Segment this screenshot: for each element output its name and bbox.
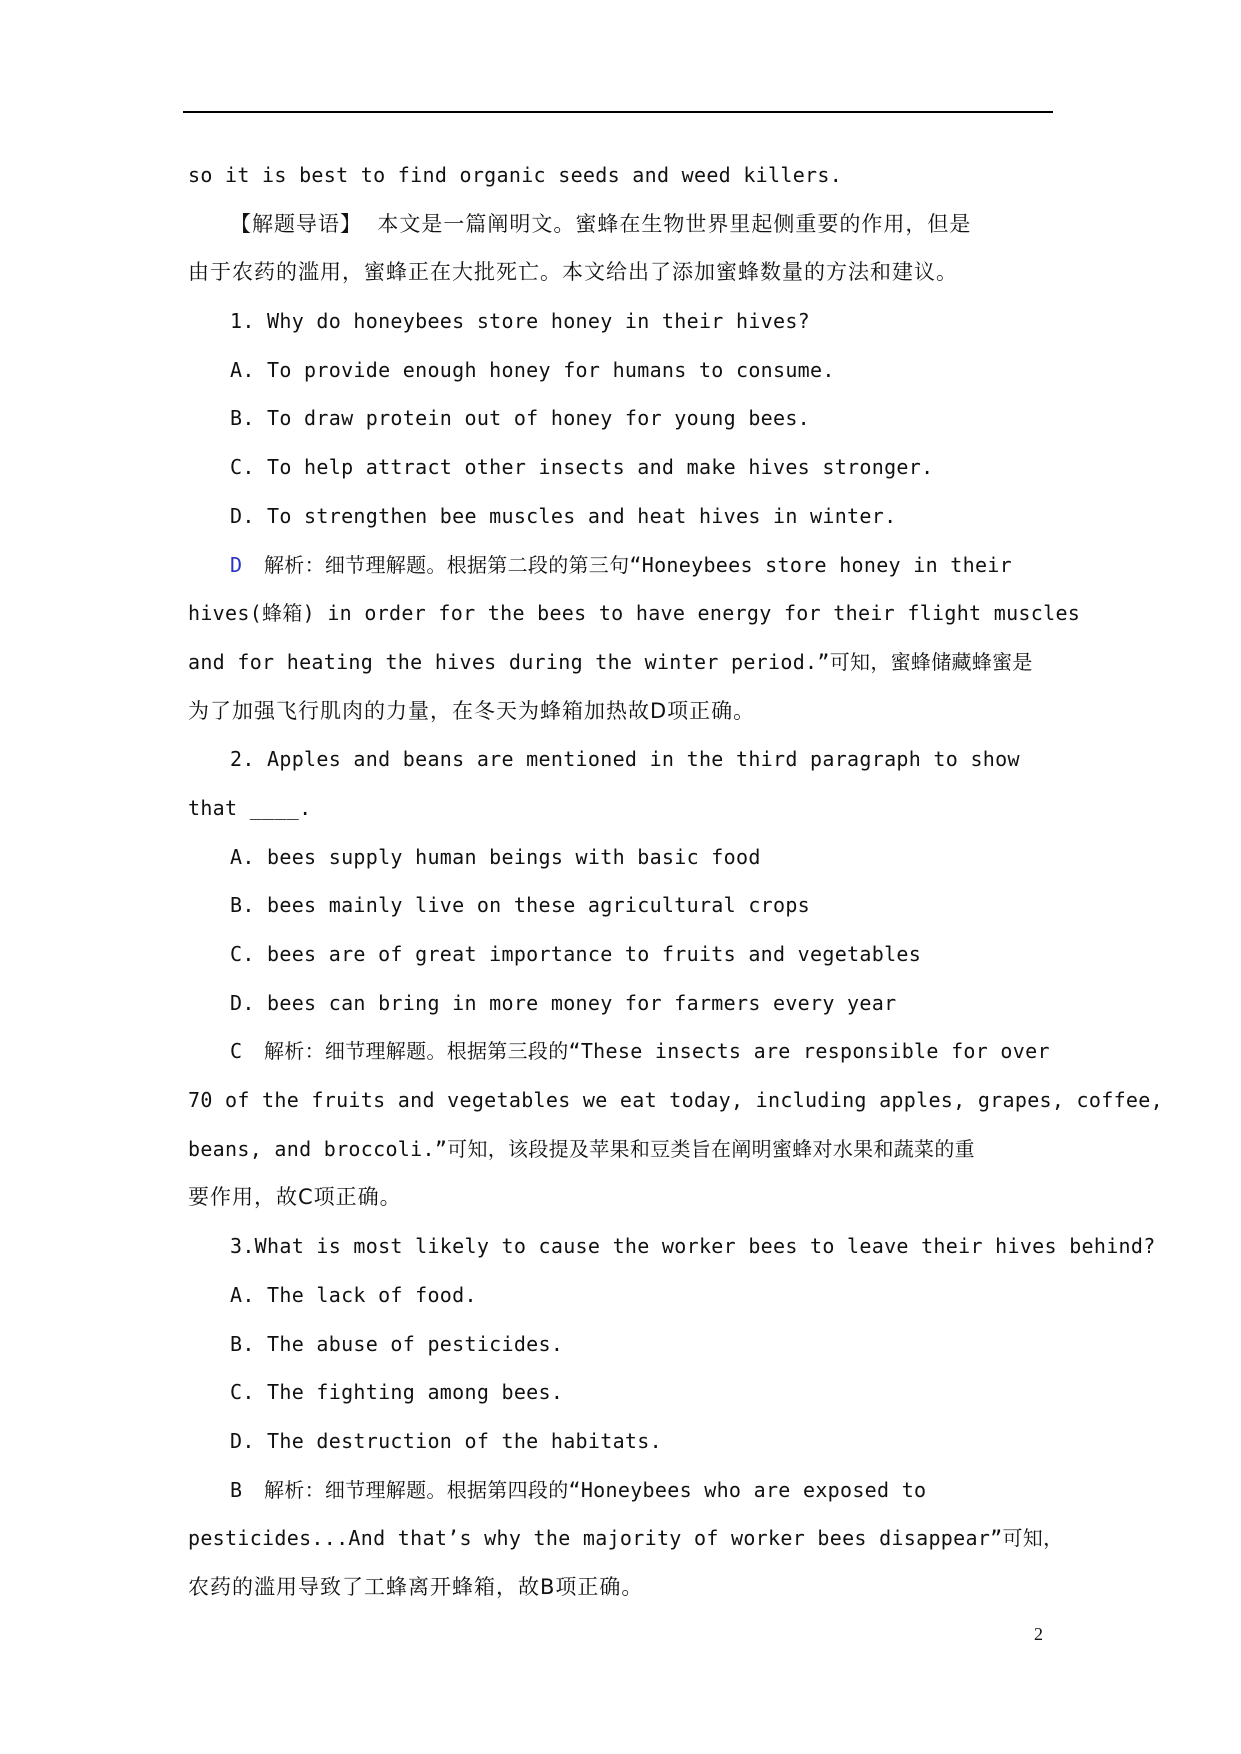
text-line: and for heating the hives during the winter period.”可知，蜜蜂储藏蜂蜜是 [188, 649, 1033, 674]
text-line: 由于农药的滥用，蜜蜂正在大批死亡。本文给出了添加蜜蜂数量的方法和建议。 [188, 260, 958, 285]
q2-answer: C [230, 1039, 243, 1064]
guide-paragraph [188, 207, 1148, 256]
q2-explanation-text: 解析：细节理解题。根据第三段的“These insects are responsible for over [264, 1039, 1050, 1064]
q1-explanation-text: 解析：细节理解题。根据第二段的第三句“Honeybees store honey in their [264, 552, 1012, 577]
text-line: 农药的滥用导致了工蜂离开蜂箱，故B项正确。 [188, 1574, 644, 1599]
q1-option-b: B. To draw protein out of honey for young bees. [230, 406, 811, 431]
question-3: 3.What is most likely to cause the worker bees to leave their hives behind? [230, 1234, 1156, 1259]
header-rule [183, 111, 1053, 113]
q2-option-a: A. bees supply human beings with basic food [230, 844, 761, 869]
text-line: 要作用，故C项正确。 [188, 1185, 402, 1210]
q3-option-d: D. The destruction of the habitats. [230, 1428, 662, 1453]
text-line: 70 of the fruits and vegetables we eat today, including apples, grapes, coffee, [188, 1088, 1163, 1113]
guide-label: 【解题导语】 [230, 211, 362, 236]
guide-text: 本文是一篇阐明文。蜜蜂在生物世界里起侧重要的作用，但是 [377, 211, 972, 236]
text-line: beans, and broccoli.”可知，该段提及苹果和豆类旨在阐明蜜蜂对水果和蔬菜的重 [188, 1136, 975, 1161]
question-2-continuation: that ____. [188, 795, 312, 820]
q2-option-c: C. bees are of great importance to fruits and vegetables [230, 942, 922, 966]
q2-option-b: B. bees mainly live on these agricultural crops [230, 893, 811, 918]
q1-answer: D [230, 552, 243, 577]
q2-explanation [188, 1034, 1148, 1083]
q3-option-a: A. The lack of food. [230, 1282, 477, 1307]
q3-explanation [188, 1473, 1148, 1522]
q1-option-a: A. To provide enough honey for humans to consume. [230, 357, 835, 382]
question-2: 2. Apples and beans are mentioned in the third paragraph to show [230, 747, 1020, 772]
text-line: hives(蜂箱) in order for the bees to have energy for their flight muscles [188, 601, 1081, 626]
q1-option-d: D. To strengthen bee muscles and heat hives in winter. [230, 503, 897, 528]
q2-option-d: D. bees can bring in more money for farmers every year [230, 990, 897, 1015]
question-1: 1. Why do honeybees store honey in their hives? [230, 309, 811, 334]
q1-option-c: C. To help attract other insects and make hives stronger. [230, 455, 934, 480]
q3-option-c: C. The fighting among bees. [230, 1380, 564, 1405]
q1-explanation [188, 548, 1148, 597]
page-number: 2 [1034, 1624, 1043, 1644]
text-line: so it is best to find organic seeds and weed killers. [188, 163, 843, 187]
q3-option-b: B. The abuse of pesticides. [230, 1331, 564, 1356]
q3-explanation-text: 解析：细节理解题。根据第四段的“Honeybees who are exposed to [264, 1477, 927, 1502]
text-line: pesticides...And that’s why the majority of worker bees disappear”可知， [188, 1526, 1064, 1551]
text-line: 为了加强飞行肌肉的力量，在冬天为蜂箱加热故D项正确。 [188, 698, 756, 723]
q3-answer: B [230, 1477, 243, 1502]
document-body [188, 158, 1163, 1619]
